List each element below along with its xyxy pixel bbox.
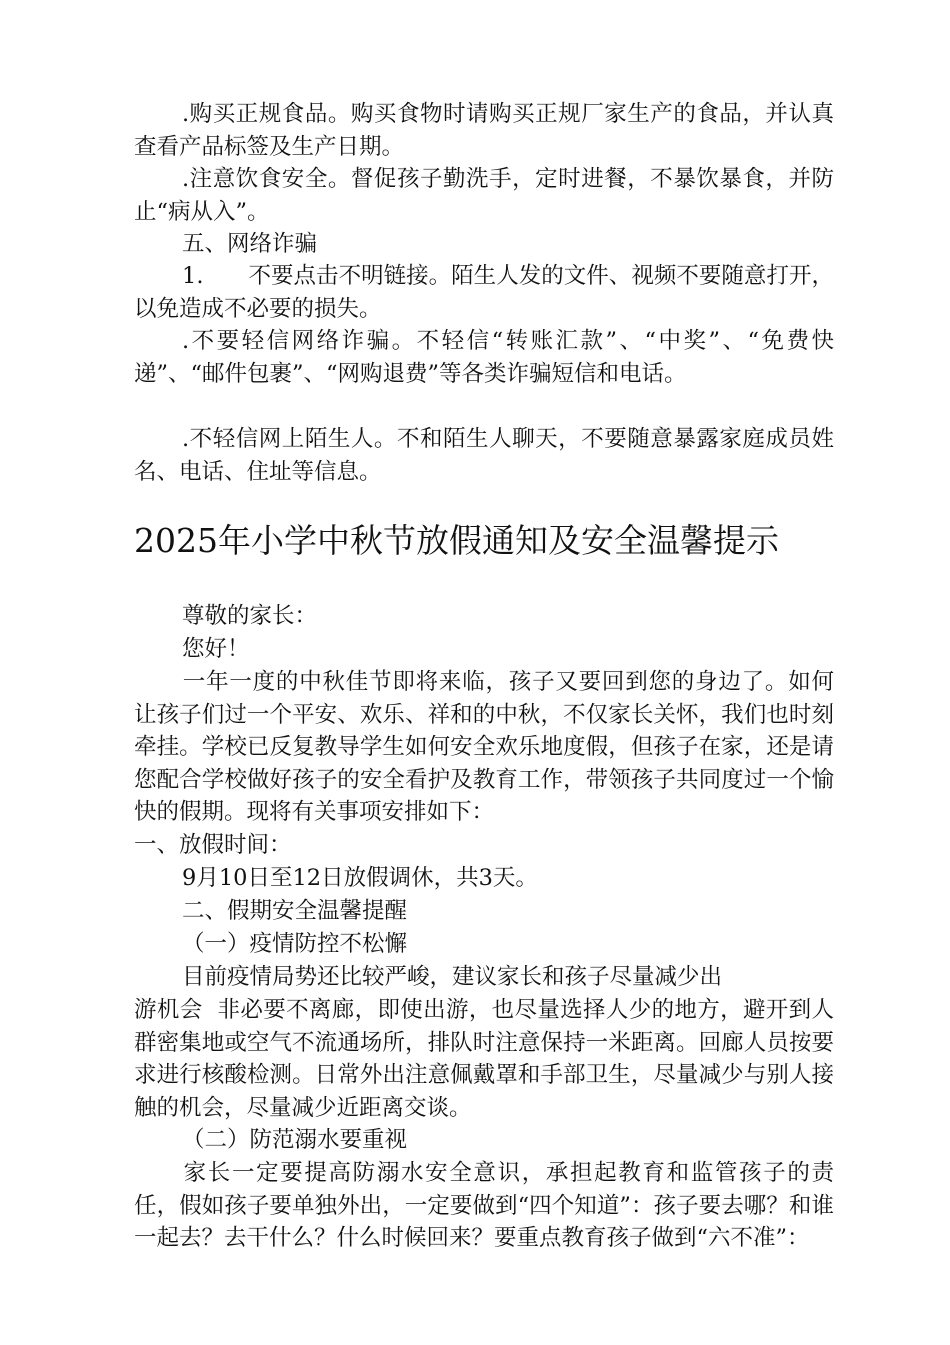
salutation: 尊敬的家长： [182, 603, 318, 629]
paragraph-drowning: 家长一定要提高防溺水安全意识，承担起教育和监管孩子的责任，假如孩子要单独外出，一定要做到“四个知道”：孩子要去哪？和谁一起去？去干什么？什么时候回来？要重点教育孩子做到“六不准”： [134, 1160, 834, 1251]
section-safety-reminder: 二、假期安全温馨提醒 [182, 898, 408, 924]
subsection-drowning: （二）防范溺水要重视 [182, 1127, 408, 1153]
paragraph-fraud-warning: .不要轻信网络诈骗。不轻信“转账汇款”、“中奖”、“免费快递”、“邮件包裹”、“网购退费”等各类诈骗短信和电话。 [134, 328, 834, 387]
page-title: 2025年小学中秋节放假通知及安全温馨提示 [134, 521, 779, 560]
holiday-time-text: 9月10日至12日放假调休，共3天。 [182, 865, 538, 891]
paragraph-intro: 一年一度的中秋佳节即将来临，孩子又要回到您的身边了。如何让孩子们过一个平安、欢乐、祥和的中秋，不仅家长关怀，我们也时刻牵挂。学校已反复教导学生如何安全欢乐地度假，但孩子在家，还是请您配合学校做好孩子的安全看护及教育工作，带领孩子共同度过一个愉快的假期。现将有关事项安排如下： [134, 669, 834, 825]
greeting: 您好！ [182, 636, 250, 662]
section-holiday-time: 一、放假时间： [134, 832, 292, 858]
heading-network-fraud: 五、网络诈骗 [182, 231, 318, 257]
epidemic-text-line1: 目前疫情局势还比较严峻，建议家长和孩子尽量减少出 [182, 964, 723, 990]
epidemic-text-rest: 游机会 非必要不离廊，即使出游，也尽量选择人少的地方，避开到人群密集地或空气不流通场所，排队时注意保持一米距离。回廊人员按要求进行核酸检测。日常外出注意佩戴罩和手部卫生，尽量减少与别人接触的机会，尽量减少近距离交谈。 [134, 997, 834, 1121]
subsection-epidemic: （一）疫情防控不松懈 [182, 931, 408, 957]
paragraph-food-safety: .注意饮食安全。督促孩子勤洗手，定时进餐，不暴饮暴食，并防止“病从入”。 [134, 166, 834, 225]
paragraph-buy-food: .购买正规食品。购买食物时请购买正规厂家生产的食品，并认真查看产品标签及生产日期。 [134, 101, 834, 160]
paragraph-unknown-links: 1. 不要点击不明链接。陌生人发的文件、视频不要随意打开，以免造成不必要的损失。 [134, 263, 834, 322]
paragraph-strangers-online: .不轻信网上陌生人。不和陌生人聊天，不要随意暴露家庭成员姓名、电话、住址等信息。 [134, 426, 834, 485]
